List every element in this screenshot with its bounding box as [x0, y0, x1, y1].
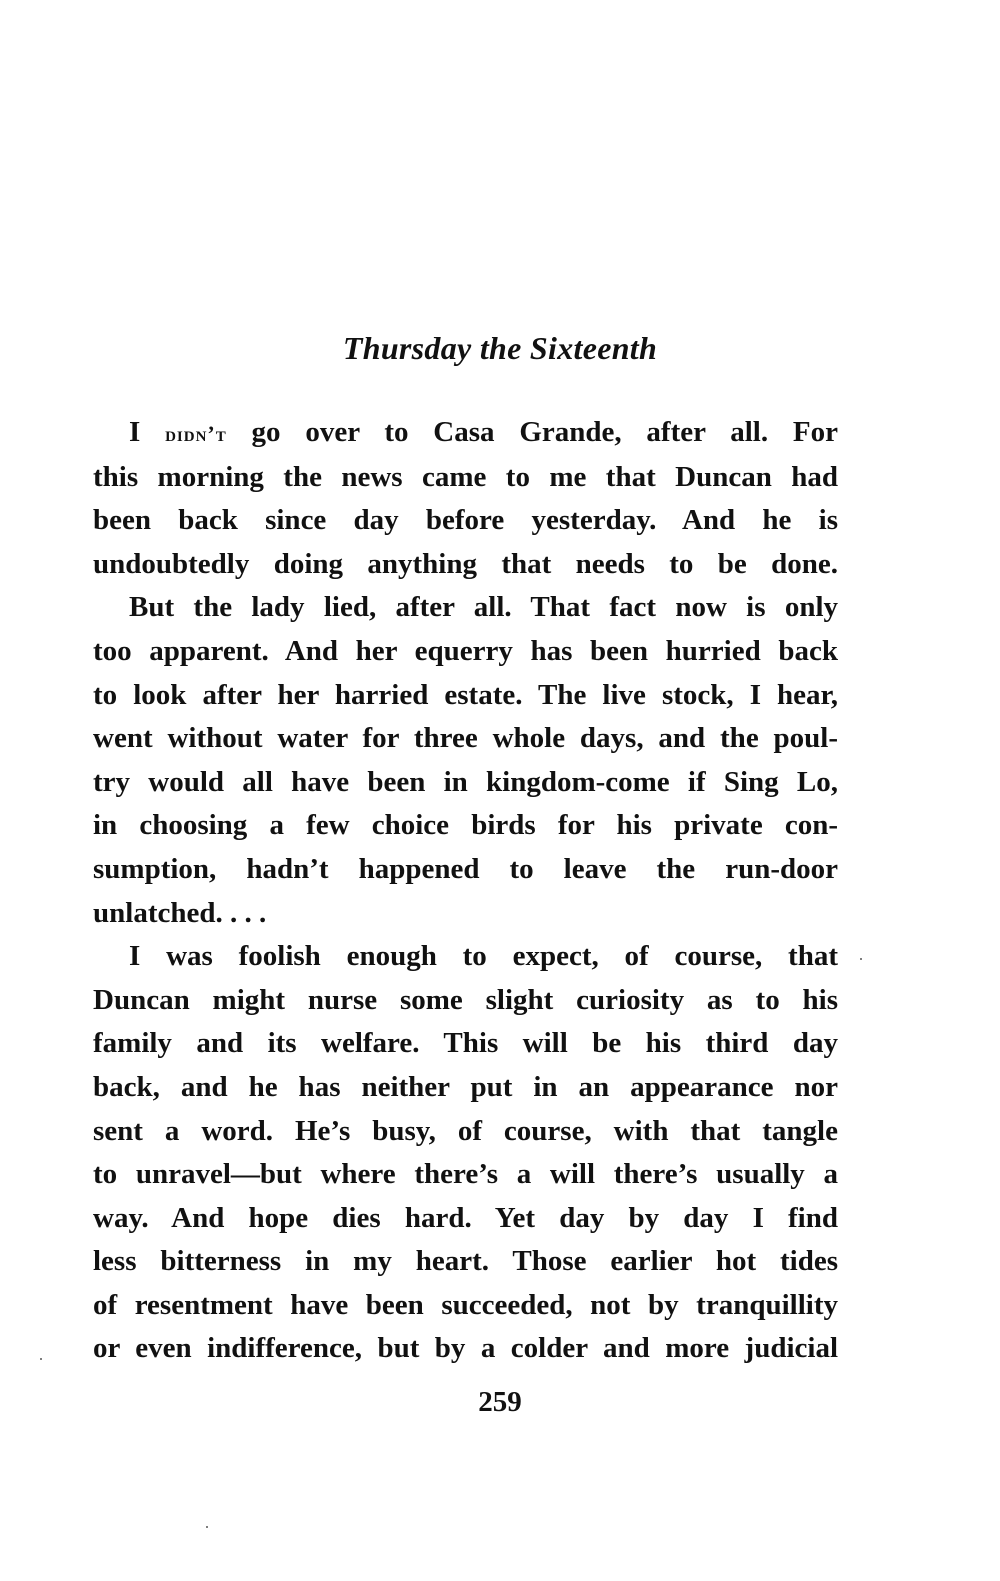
text-line: family and its welfare. This will be his third day	[93, 1027, 838, 1060]
chapter-title: Thursday the Sixteenth	[342, 330, 658, 366]
small-caps-word: didn’t	[165, 421, 227, 446]
text-line: Duncan might nurse some slight curiosity as to his	[93, 983, 838, 1016]
text-line: way. And hope dies hard. Yet day by day I find	[93, 1201, 838, 1234]
text-line: or even indifference, but by a colder and more judicial	[93, 1332, 838, 1365]
text-line: undoubtedly doing anything that needs to be done.	[93, 547, 838, 580]
text-line: to unravel—but where there’s a will there’s usually a	[93, 1158, 838, 1191]
text-line: been back since day before yesterday. And he is	[93, 504, 838, 537]
text-line: unlatched. . . .	[93, 896, 267, 929]
paragraph-1	[93, 411, 838, 586]
text-line: in choosing a few choice birds for his private con-	[93, 809, 838, 842]
text-line: too apparent. And her equerry has been hurried back	[93, 634, 838, 667]
scan-speck	[206, 1526, 208, 1528]
scan-speck	[40, 1358, 42, 1360]
text-line-start: I	[129, 416, 166, 448]
body-text	[93, 411, 838, 1371]
text-line: try would all have been in kingdom-come if Sing Lo,	[93, 765, 838, 798]
paragraph-2	[93, 586, 838, 935]
text-line: this morning the news came to me that Duncan had	[93, 460, 838, 493]
text-line	[93, 411, 838, 456]
text-line: sumption, hadn’t happened to leave the run-door	[93, 852, 838, 885]
page-number: 259	[478, 1386, 522, 1418]
text-line: less bitterness in my heart. Those earlier hot tides	[93, 1245, 838, 1278]
text-line: of resentment have been succeeded, not by tranquillity	[93, 1288, 838, 1321]
text-line: sent a word. He’s busy, of course, with that tangle	[93, 1114, 838, 1147]
text-line: But the lady lied, after all. That fact now is only	[129, 591, 838, 624]
paragraph-3	[93, 935, 838, 1371]
text-line: back, and he has neither put in an appearance nor	[93, 1070, 838, 1103]
scan-speck	[860, 958, 862, 960]
text-line: went without water for three whole days, and the poul-	[93, 722, 838, 755]
text-line: to look after her harried estate. The live stock, I hear,	[93, 678, 838, 711]
text-line: I was foolish enough to expect, of course, that	[129, 940, 838, 973]
text-line-rest: go over to Casa Grande, after all. For	[251, 416, 838, 448]
